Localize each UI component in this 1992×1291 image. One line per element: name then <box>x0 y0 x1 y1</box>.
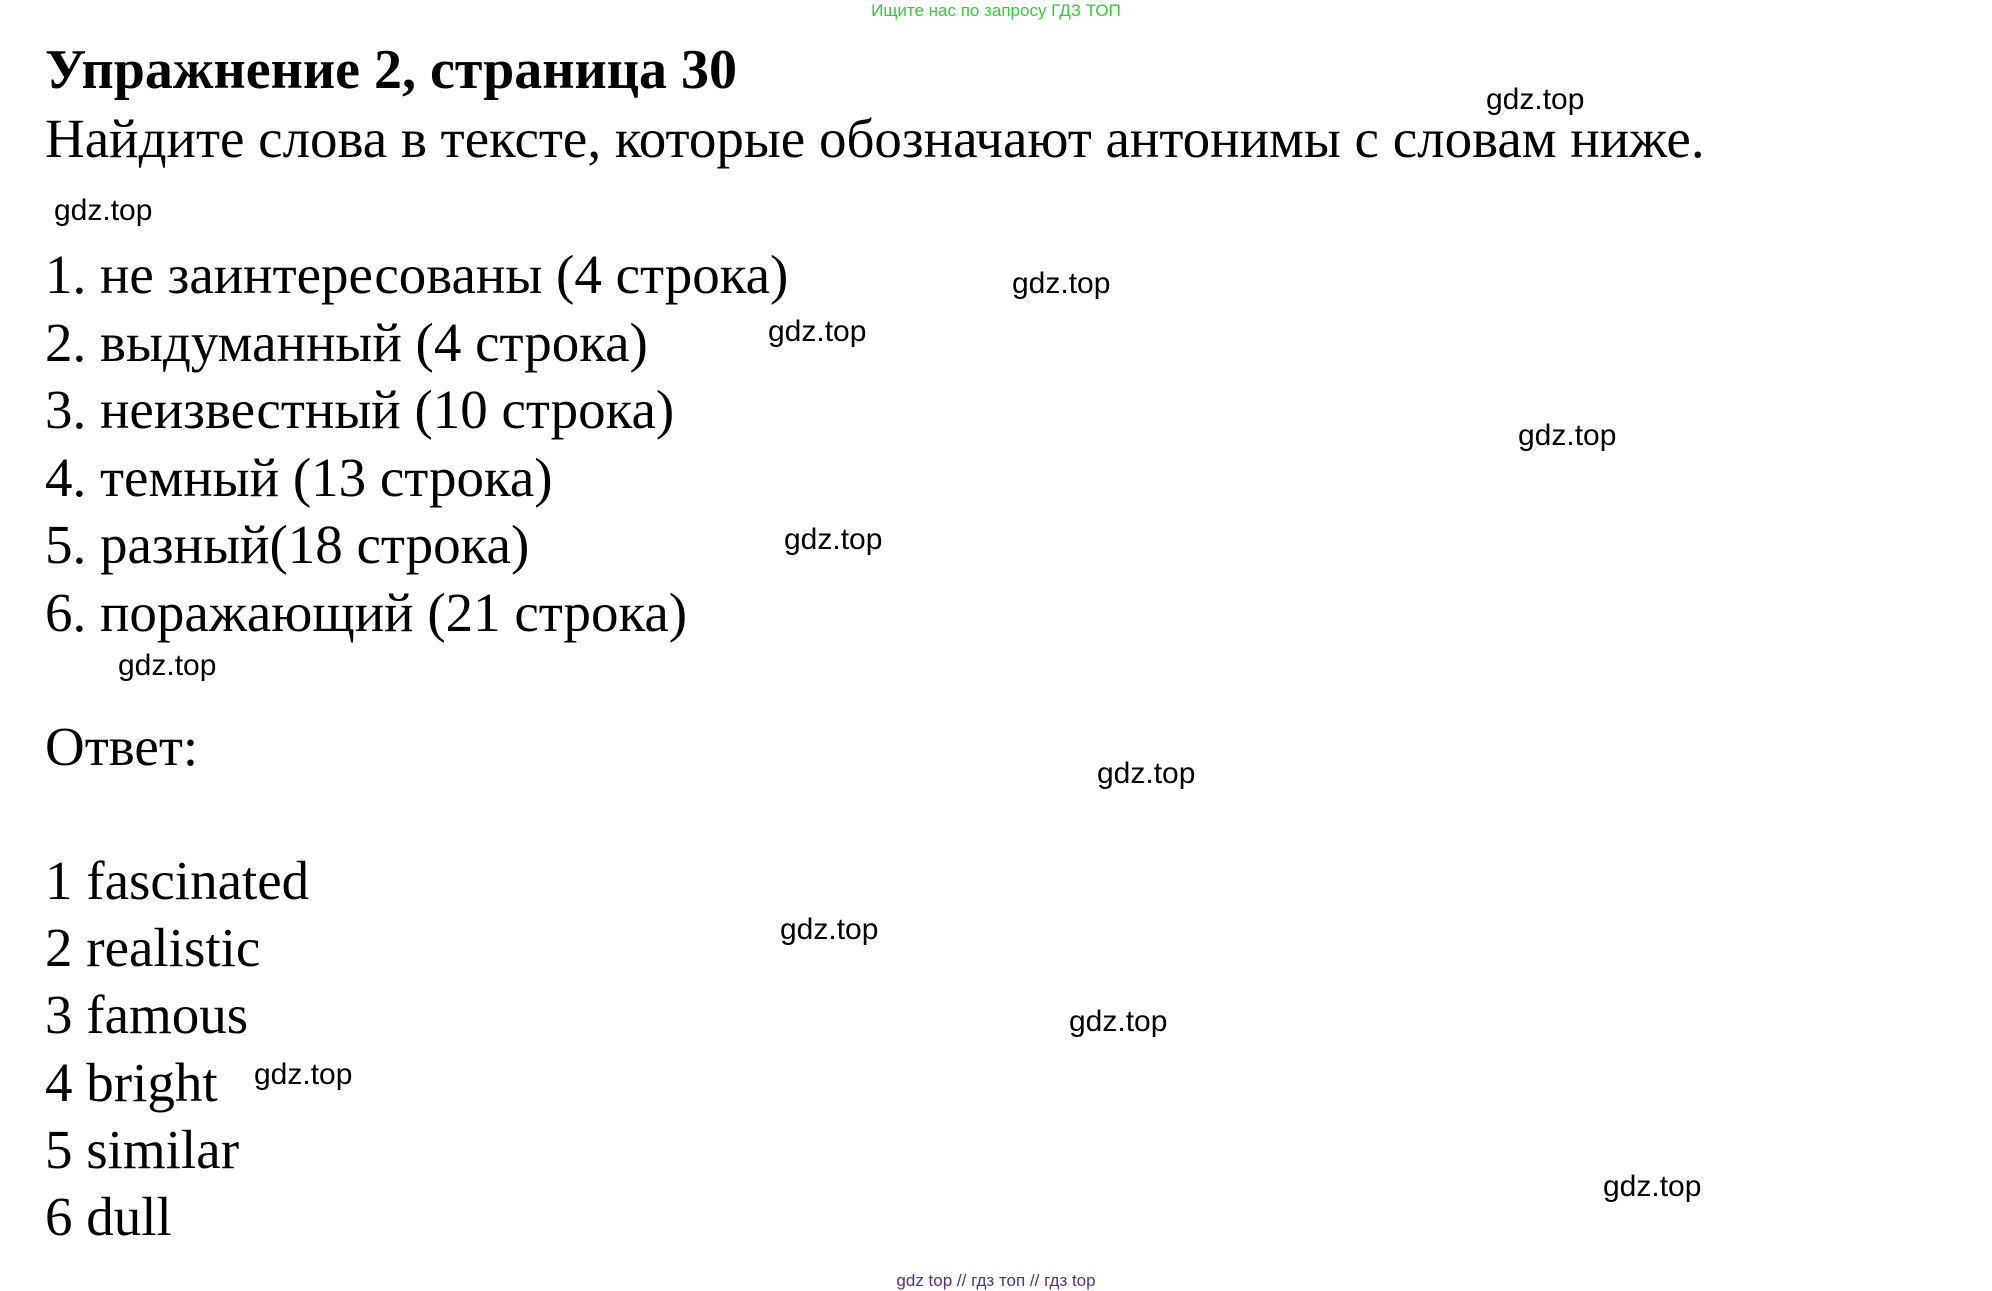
watermark: gdz.top <box>1097 757 1196 790</box>
watermark: gdz.top <box>768 315 867 348</box>
watermark: gdz.top <box>1518 419 1617 452</box>
watermark: gdz.top <box>1603 1170 1702 1203</box>
watermark: gdz.top <box>118 649 217 682</box>
watermark: gdz.top <box>780 913 879 946</box>
task-item: 1. не заинтересованы (4 строка) <box>45 244 789 305</box>
watermark: gdz.top <box>1486 83 1585 116</box>
answer-item: 1 fascinated <box>45 850 310 911</box>
answer-label: Ответ: <box>45 716 199 777</box>
answer-item: 2 realistic <box>45 917 261 979</box>
answer-item: 4 bright <box>45 1051 218 1113</box>
watermark: gdz.top <box>254 1058 353 1091</box>
task-item: 3. неизвестный (10 строка) <box>45 379 675 440</box>
task-item: 2. выдуманный (4 строка) <box>45 311 648 373</box>
exercise-instruction: Найдите слова в тексте, которые обозначают антонимы с словам ниже. <box>45 108 1705 169</box>
watermark: gdz.top <box>54 194 153 227</box>
task-item: 6. поражающий (21 строка) <box>45 581 688 643</box>
watermark: gdz.top <box>1012 267 1111 300</box>
answer-item: 3 famous <box>45 984 249 1046</box>
answer-item: 5 similar <box>45 1118 240 1180</box>
answer-item: 6 dull <box>45 1185 172 1247</box>
top-banner-link[interactable]: Ищите нас по запросу ГДЗ ТОП <box>871 1 1121 20</box>
watermark: gdz.top <box>1069 1005 1168 1038</box>
task-item: 4. темный (13 строка) <box>45 446 553 508</box>
watermark: gdz.top <box>784 523 883 556</box>
footer-links[interactable]: gdz top // гдз топ // гдз top <box>896 1271 1096 1290</box>
task-list <box>45 241 788 646</box>
exercise-title: Упражнение 2, страница 30 <box>45 39 738 101</box>
task-item: 5. разный(18 строка) <box>45 514 530 575</box>
answer-list <box>45 847 309 1250</box>
